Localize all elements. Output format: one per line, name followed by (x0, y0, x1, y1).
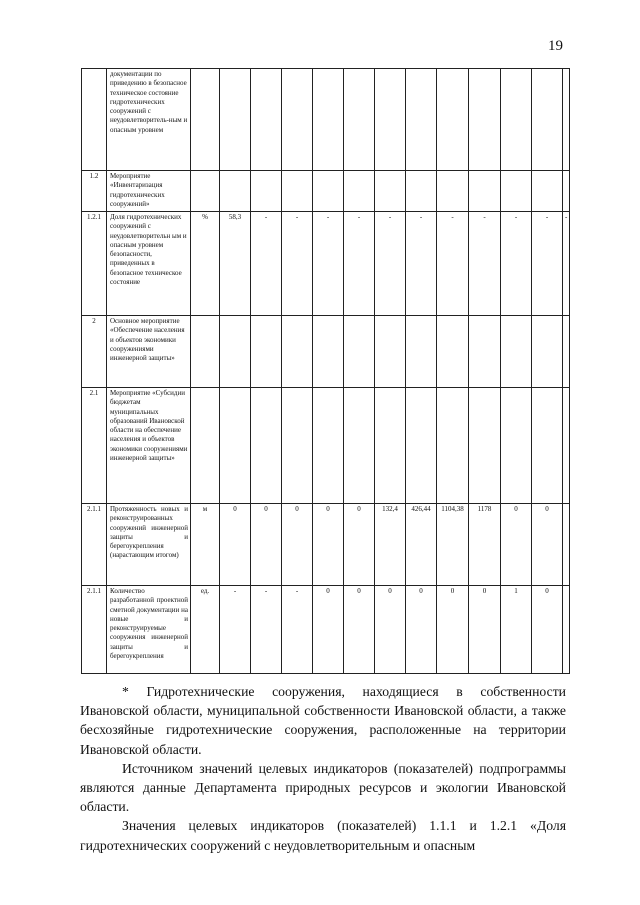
value-cell (313, 316, 344, 388)
value-cell: - (282, 212, 313, 316)
value-cell (501, 316, 532, 388)
value-cell (406, 171, 437, 212)
indicator-name-cell: Основное мероприятие «Обеспечение населения и объектов экономики сооружениями инженерной защиты» (107, 316, 191, 388)
value-cell: - (282, 586, 313, 674)
value-cell (532, 171, 563, 212)
value-cell (375, 69, 406, 171)
value-cell: - (563, 212, 570, 316)
value-cell (563, 504, 570, 586)
table-row (82, 586, 570, 674)
value-cell (469, 316, 501, 388)
value-cell (406, 316, 437, 388)
value-cell (251, 171, 282, 212)
value-cell: - (251, 212, 282, 316)
value-cell (282, 69, 313, 171)
table-row (82, 504, 570, 586)
value-cell (375, 171, 406, 212)
row-number-cell: 1.2.1 (82, 212, 107, 316)
value-cell: 0 (220, 504, 251, 586)
indicator-name-cell: Протяженность новых и реконструированных сооружений инженерной защиты и берегоукрепления (нарастающим итогом) (107, 504, 191, 586)
unit-cell (191, 69, 220, 171)
table-row (82, 388, 570, 504)
value-cell (344, 171, 375, 212)
value-cell: 0 (375, 586, 406, 674)
value-cell (469, 69, 501, 171)
unit-cell (191, 171, 220, 212)
value-cell (375, 388, 406, 504)
value-cell: - (220, 586, 251, 674)
indicator-name-cell: Мероприятие «Инвентаризация гидротехнических сооружений» (107, 171, 191, 212)
value-cell (220, 69, 251, 171)
indicator-name-cell: Доля гидротехнических сооружений с неудовлетворительн ым и опасным уровнем безопасности, приведенных в безопасное техническое состояние (107, 212, 191, 316)
table-row (82, 171, 570, 212)
row-number-cell: 2.1.1 (82, 586, 107, 674)
value-cell (563, 171, 570, 212)
value-cell: 1178 (469, 504, 501, 586)
value-cell (532, 388, 563, 504)
table-row (82, 212, 570, 316)
value-cell: 0 (282, 504, 313, 586)
page-number: 19 (548, 38, 563, 54)
value-cell: 0 (437, 586, 469, 674)
indicator-name-cell: Мероприятие «Субсидии бюджетам муниципальных образований Ивановской области на обеспечение населения и объектов экономики сооружениями инженерной защиты» (107, 388, 191, 504)
value-cell: - (469, 212, 501, 316)
value-cell: 1104,38 (437, 504, 469, 586)
row-number-cell: 2 (82, 316, 107, 388)
value-cell (532, 69, 563, 171)
value-cell (406, 388, 437, 504)
value-cell: 0 (532, 504, 563, 586)
value-cell: 58,3 (220, 212, 251, 316)
value-cell (251, 69, 282, 171)
value-cell: 0 (344, 586, 375, 674)
value-cell (437, 69, 469, 171)
table-row (82, 69, 570, 171)
value-cell (469, 388, 501, 504)
value-cell (532, 316, 563, 388)
indicator-name-cell: документации по приведению в безопасное техническое состояние гидротехнических сооружений с неудовлетворитель-ным и опасным уровнем (107, 69, 191, 171)
value-cell (437, 316, 469, 388)
value-cell (220, 171, 251, 212)
value-cell (251, 316, 282, 388)
value-cell (563, 69, 570, 171)
value-cell (501, 69, 532, 171)
value-cell (501, 171, 532, 212)
value-cell (220, 316, 251, 388)
value-cell: - (344, 212, 375, 316)
indicator-name-cell: Количество разработанной проектной сметной документации на новые и реконструируемые сооружения инженерной защиты и берегоукрепления (107, 586, 191, 674)
value-cell: - (437, 212, 469, 316)
value-cell: 0 (406, 586, 437, 674)
value-cell (220, 388, 251, 504)
row-number-cell (82, 69, 107, 171)
value-cell (406, 69, 437, 171)
value-cell (437, 388, 469, 504)
value-cell (563, 586, 570, 674)
paragraph-source: Источником значений целевых индикаторов (показателей) подпрограммы являются данные Департамента природных ресурсов и экологии Ивановской области. (80, 760, 566, 815)
value-cell: 0 (251, 504, 282, 586)
value-cell (563, 388, 570, 504)
row-number-cell: 2.1 (82, 388, 107, 504)
value-cell (282, 388, 313, 504)
unit-cell: ед. (191, 586, 220, 674)
value-cell: 0 (313, 586, 344, 674)
value-cell (437, 171, 469, 212)
unit-cell: м (191, 504, 220, 586)
unit-cell (191, 388, 220, 504)
row-number-cell: 1.2 (82, 171, 107, 212)
paragraph-values: Значения целевых индикаторов (показателей) 1.1.1 и 1.2.1 «Доля гидротехнических сооружений с неудовлетворительным и опасным (80, 818, 566, 853)
value-cell: 0 (532, 586, 563, 674)
value-cell (282, 316, 313, 388)
value-cell: 0 (313, 504, 344, 586)
text-block (80, 682, 566, 855)
unit-cell: % (191, 212, 220, 316)
value-cell (344, 316, 375, 388)
value-cell: 0 (344, 504, 375, 586)
value-cell (563, 316, 570, 388)
value-cell: - (532, 212, 563, 316)
value-cell (469, 171, 501, 212)
value-cell: - (251, 586, 282, 674)
value-cell: 132,4 (375, 504, 406, 586)
value-cell (344, 69, 375, 171)
unit-cell (191, 316, 220, 388)
value-cell: - (313, 212, 344, 316)
value-cell (344, 388, 375, 504)
value-cell: 0 (501, 504, 532, 586)
value-cell: 0 (469, 586, 501, 674)
value-cell (501, 388, 532, 504)
value-cell (313, 388, 344, 504)
row-number-cell: 2.1.1 (82, 504, 107, 586)
value-cell: - (501, 212, 532, 316)
indicators-table (81, 68, 570, 674)
value-cell (251, 388, 282, 504)
value-cell (375, 316, 406, 388)
table-row (82, 316, 570, 388)
value-cell: - (375, 212, 406, 316)
value-cell (313, 69, 344, 171)
value-cell: 426,44 (406, 504, 437, 586)
value-cell: - (406, 212, 437, 316)
footnote: * Гидротехнические сооружения, находящиеся в собственности Ивановской области, муниципальной собственности Ивановской области, а также бесхозяйные гидротехнические сооружения, расположенные на территории Ивановской области. (80, 684, 566, 757)
value-cell (313, 171, 344, 212)
value-cell (282, 171, 313, 212)
value-cell: 1 (501, 586, 532, 674)
